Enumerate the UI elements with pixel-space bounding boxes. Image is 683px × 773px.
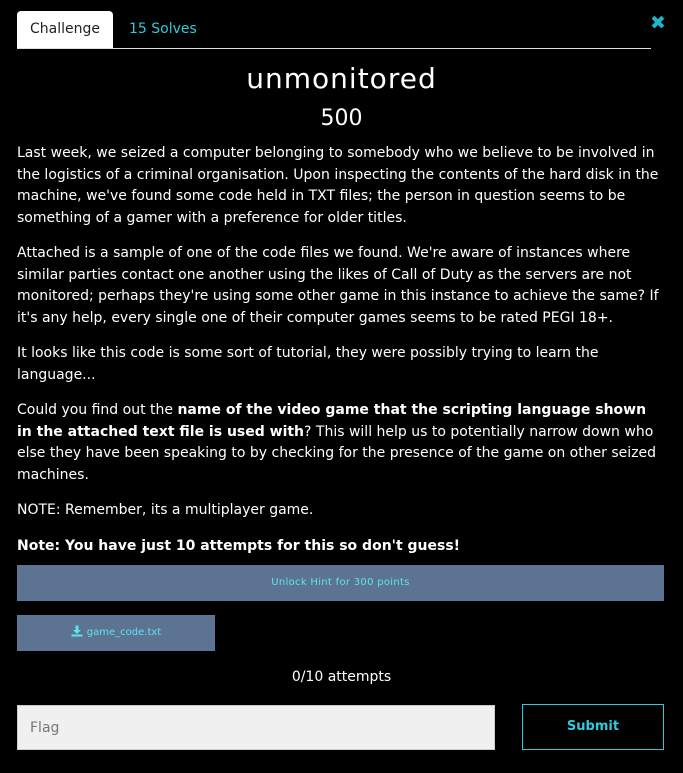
description-text: Could you find out the [17, 402, 178, 418]
download-file-button[interactable] [17, 615, 215, 651]
description-paragraph: Last week, we seized a computer belonging to somebody who we believe to be involved in the logistics of a criminal organisation. Upon inspecting the contents of the hard disk in the machine, we've found some code held in TXT files; the person in question seems to be something of a gamer with a preference for older titles. [17, 145, 659, 226]
challenge-points: 500 [320, 106, 363, 131]
close-icon[interactable]: ✖ [650, 12, 666, 34]
attempts-counter: 0/10 attempts [291, 669, 392, 685]
description-paragraph: It looks like this code is some sort of tutorial, they were possibly trying to learn the language... [17, 345, 599, 383]
tab-solves[interactable]: 15 Solves [129, 21, 197, 37]
unlock-hint-button[interactable]: Unlock Hint for 300 points [17, 565, 664, 601]
description-warning [17, 536, 665, 558]
download-icon [71, 625, 83, 637]
tab-challenge[interactable]: Challenge [17, 11, 113, 48]
description-paragraph: Attached is a sample of one of the code files we found. We're aware of instances where similar parties contact one another using the likes of Call of Duty as the servers are not monitored; perhaps they're using some other game in this instance to achieve the same? If it's any help, every single one of their computer games seems to be rated PEGI 18+. [17, 245, 659, 326]
description-emphasis: name of the video game that the scripting language shown in the attached text file is used with [17, 402, 647, 440]
description-text: ? This will help us to potentially narrow down who else they have been speaking to by checking for the presence of the game on other seized machines. [17, 423, 657, 483]
tab-bar [17, 11, 651, 49]
challenge-description [17, 143, 665, 607]
submit-button[interactable]: Submit [522, 704, 664, 750]
description-paragraph: NOTE: Remember, its a multiplayer game. [17, 502, 314, 518]
challenge-title: unmonitored [246, 62, 437, 95]
description-paragraph [17, 400, 665, 486]
description-warning-text: Note: You have just 10 attempts for this so don't guess! [17, 537, 461, 554]
file-name: game_code.txt [86, 627, 162, 638]
flag-input[interactable] [17, 705, 495, 750]
